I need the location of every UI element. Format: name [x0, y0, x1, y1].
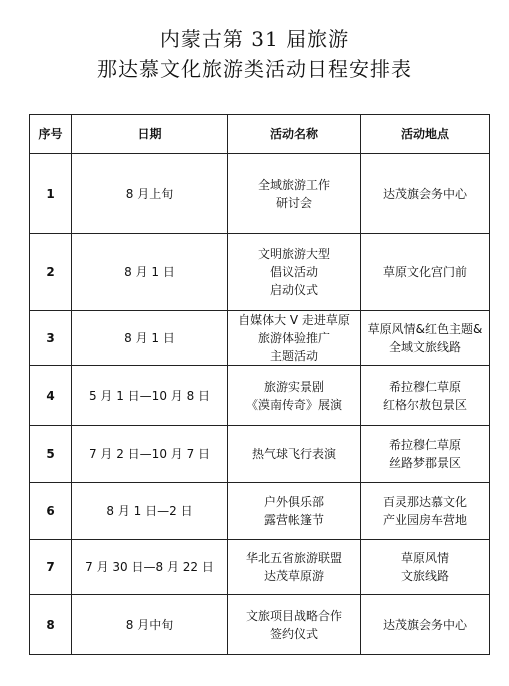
table-header-row — [30, 115, 490, 154]
cell-activity-name — [228, 540, 361, 595]
schedule-table — [29, 114, 490, 655]
table-row — [30, 154, 490, 234]
cell-activity-name — [228, 426, 361, 483]
activity-place-line: 草原文化宫门前 — [382, 265, 467, 279]
table-row — [30, 540, 490, 595]
header-no: 序号 — [30, 115, 72, 154]
activity-place-line: 草原风情 — [400, 551, 449, 565]
cell-activity-place — [361, 483, 490, 540]
activity-name-line: 全域旅游工作 — [257, 177, 330, 192]
cell-activity-name — [228, 154, 361, 234]
table-body — [30, 154, 490, 655]
activity-name-line: 热气球飞行表演 — [251, 447, 336, 461]
cell-activity-name — [228, 595, 361, 655]
activity-name-line: 研讨会 — [275, 195, 312, 210]
activity-name-line: 文旅项目战略合作 — [245, 608, 342, 623]
cell-date: 8 月 1 日 — [72, 234, 228, 311]
cell-no: 4 — [30, 366, 72, 426]
activity-name-line: 倡议活动 — [269, 265, 318, 279]
cell-no: 2 — [30, 234, 72, 311]
cell-no: 1 — [30, 154, 72, 234]
title-line-1: 内蒙古第 31 届旅游 — [159, 27, 350, 51]
header-place: 活动地点 — [361, 115, 490, 154]
cell-activity-place — [361, 234, 490, 311]
activity-place-line: 文旅线路 — [400, 569, 449, 583]
cell-activity-name — [228, 366, 361, 426]
cell-date: 5 月 1 日—10 月 8 日 — [72, 366, 228, 426]
activity-name-line: 达茂草原游 — [263, 569, 324, 583]
table-row — [30, 426, 490, 483]
cell-date: 8 月上旬 — [72, 154, 228, 234]
activity-name-line: 户外俱乐部 — [263, 495, 324, 509]
activity-name-line: 主题活动 — [269, 349, 318, 363]
cell-activity-place — [361, 311, 490, 366]
activity-name-line: 露营帐篷节 — [263, 513, 324, 527]
activity-place-line: 达茂旗会务中心 — [382, 617, 467, 632]
cell-date: 8 月中旬 — [72, 595, 228, 655]
cell-activity-name — [228, 234, 361, 311]
cell-date: 8 月 1 日 — [72, 311, 228, 366]
header-date: 日期 — [72, 115, 228, 154]
activity-name-line: 签约仪式 — [269, 626, 318, 641]
table-row — [30, 595, 490, 655]
activity-name-line: 文明旅游大型 — [257, 247, 330, 261]
activity-place-line: 红格尔敖包景区 — [382, 397, 467, 412]
activity-name-line: 华北五省旅游联盟 — [245, 551, 342, 565]
cell-date: 7 月 30 日—8 月 22 日 — [72, 540, 228, 595]
document-title — [0, 24, 509, 84]
activity-name-line: 自媒体大 V 走进草原 — [238, 313, 350, 327]
activity-place-line: 百灵那达慕文化 — [382, 495, 467, 509]
cell-date: 7 月 2 日—10 月 7 日 — [72, 426, 228, 483]
cell-no: 8 — [30, 595, 72, 655]
activity-place-line: 希拉穆仁草原 — [388, 379, 461, 394]
activity-name-line: 启动仪式 — [269, 283, 318, 297]
cell-activity-name — [228, 311, 361, 366]
table-row — [30, 234, 490, 311]
cell-no: 5 — [30, 426, 72, 483]
table-row — [30, 366, 490, 426]
activity-name-line: 旅游实景剧 — [263, 379, 324, 394]
cell-activity-place — [361, 154, 490, 234]
table-row — [30, 311, 490, 366]
cell-no: 7 — [30, 540, 72, 595]
cell-activity-place — [361, 366, 490, 426]
activity-name-line: 《漠南传奇》展演 — [245, 397, 342, 412]
activity-place-line: 全域文旅线路 — [388, 340, 461, 354]
activity-place-line: 产业园房车营地 — [382, 513, 467, 527]
table-row — [30, 483, 490, 540]
cell-activity-place — [361, 540, 490, 595]
title-line-2: 那达慕文化旅游类活动日程安排表 — [97, 57, 412, 81]
cell-activity-place — [361, 595, 490, 655]
activity-name-line: 旅游体验推广 — [257, 331, 330, 345]
cell-activity-place — [361, 426, 490, 483]
cell-date: 8 月 1 日—2 日 — [72, 483, 228, 540]
cell-no: 3 — [30, 311, 72, 366]
header-name: 活动名称 — [228, 115, 361, 154]
cell-no: 6 — [30, 483, 72, 540]
activity-place-line: 丝路梦郡景区 — [388, 456, 461, 470]
activity-place-line: 草原风情&红色主题& — [367, 322, 483, 336]
cell-activity-name — [228, 483, 361, 540]
activity-place-line: 希拉穆仁草原 — [388, 438, 461, 452]
activity-place-line: 达茂旗会务中心 — [382, 186, 467, 201]
